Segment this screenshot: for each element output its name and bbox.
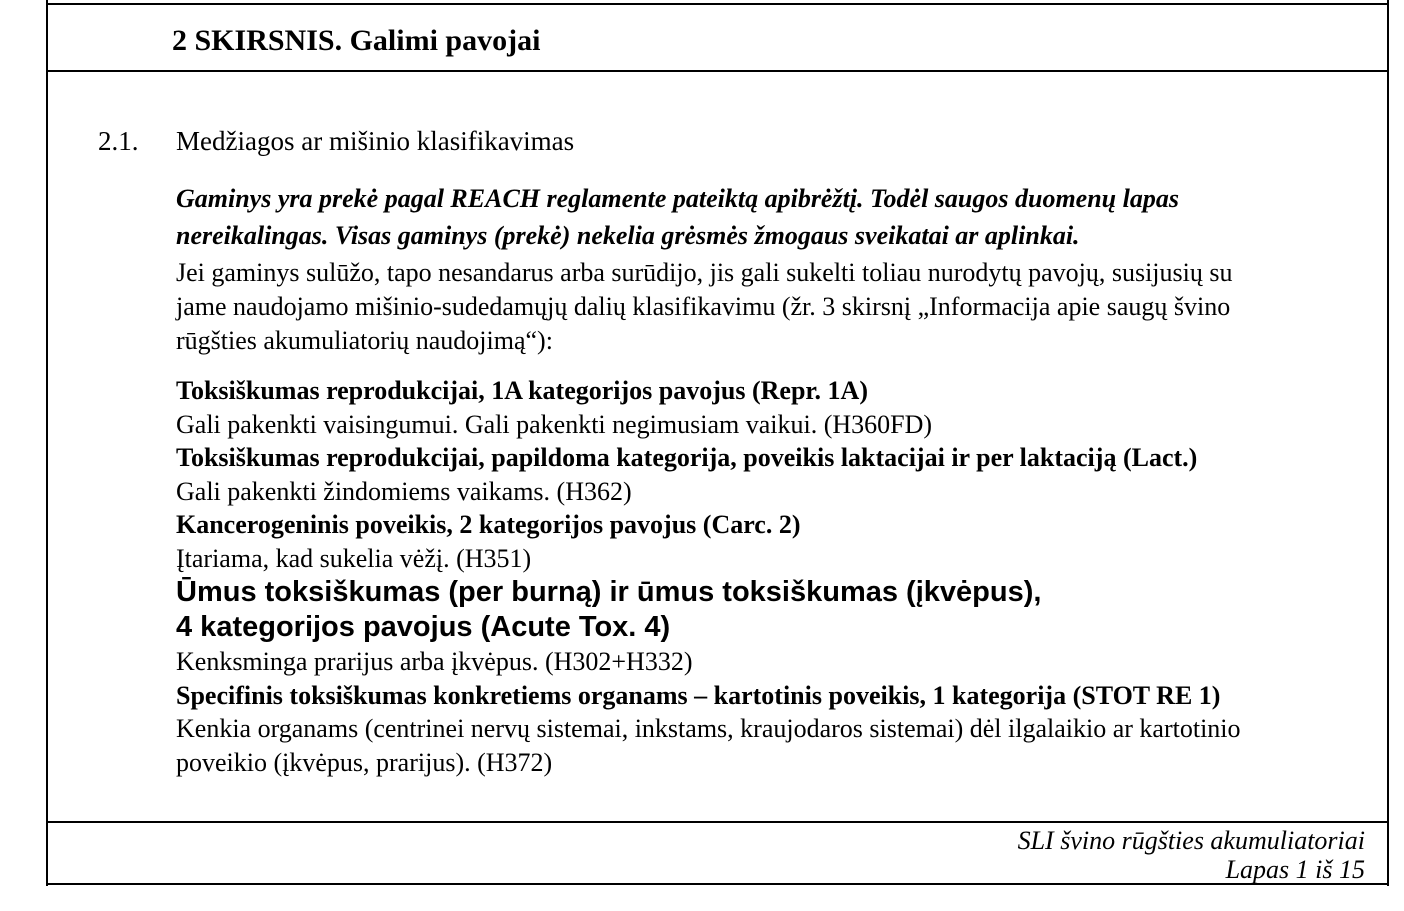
hazard-classification-list (176, 374, 1241, 779)
hazard-statement: Gali pakenkti vaisingumui. Gali pakenkti negimusiam vaikui. (H360FD) (176, 409, 933, 439)
hazard-category: Specifinis toksiškumas konkretiems organams – kartotinis poveikis, 1 kategorija (STOT RE 1) (176, 680, 1221, 710)
header-row-divider (46, 70, 1389, 72)
table-border-right (1387, 0, 1389, 886)
hazard-statement: Kenksminga prarijus arba įkvėpus. (H302+H332) (176, 647, 693, 676)
hazard-statement: poveikio (įkvėpus, prarijus). (H372) (176, 747, 553, 777)
hazard-category: Toksiškumas reprodukcijai, papildoma kategorija, poveikis laktacijai ir per laktaciją (Lact.) (176, 443, 1198, 472)
hazard-category: Kancerogeninis poveikis, 2 kategorijos pavojus (Carc. 2) (176, 510, 801, 539)
hazard-category: Ūmus toksiškumas (per burną) ir ūmus toksiškumas (įkvėpus), (176, 576, 1042, 608)
hazard-statement: Kenkia organams (centrinei nervų sistemai, inkstams, kraujodaros sistemai) dėl ilgalaikio ar kartotinio (176, 714, 1241, 743)
reach-note-paragraph (176, 180, 1179, 254)
intro-paragraph-line: Jei gaminys sulūžo, tapo nesandarus arba surūdijo, jis gali sukelti toliau nurodytų pavojų, susijusių su (176, 258, 1233, 287)
page-footer (47, 826, 1365, 884)
footer-page-number: Lapas 1 iš 15 (1225, 855, 1365, 884)
footer-row-divider-top (46, 821, 1389, 823)
subsection-title: Medžiagos ar mišinio klasifikavimas (176, 126, 575, 156)
hazard-category: 4 kategorijos pavojus (Acute Tox. 4) (176, 611, 671, 643)
section-header-title: 2 SKIRSNIS. Galimi pavojai (172, 24, 541, 57)
table-border-left (46, 0, 48, 886)
hazard-statement: Gali pakenkti žindomiems vaikams. (H362) (176, 476, 632, 506)
reach-note-line: Gaminys yra prekė pagal REACH reglamente pateiktą apibrėžtį. Todėl saugos duomenų lapas (176, 184, 1179, 213)
intro-paragraph (176, 256, 1233, 358)
hazard-statement: Įtariama, kad sukelia vėžį. (H351) (176, 543, 532, 573)
intro-paragraph-line: rūgšties akumuliatorių naudojimą“): (176, 326, 553, 355)
table-border-top (46, 3, 1389, 5)
subsection-number: 2.1. (98, 126, 139, 156)
intro-paragraph-line: jame naudojamo mišinio-sudedamųjų dalių klasifikavimu (žr. 3 skirsnį „Informacija apie saugų švino (176, 292, 1231, 321)
reach-note-line: nereikalingas. Visas gaminys (prekė) nekelia grėsmės žmogaus sveikatai ar aplinkai. (176, 221, 1080, 250)
hazard-category: Toksiškumas reprodukcijai, 1A kategorijos pavojus (Repr. 1A) (176, 376, 868, 405)
footer-product-name: SLI švino rūgšties akumuliatoriai (1017, 826, 1365, 855)
